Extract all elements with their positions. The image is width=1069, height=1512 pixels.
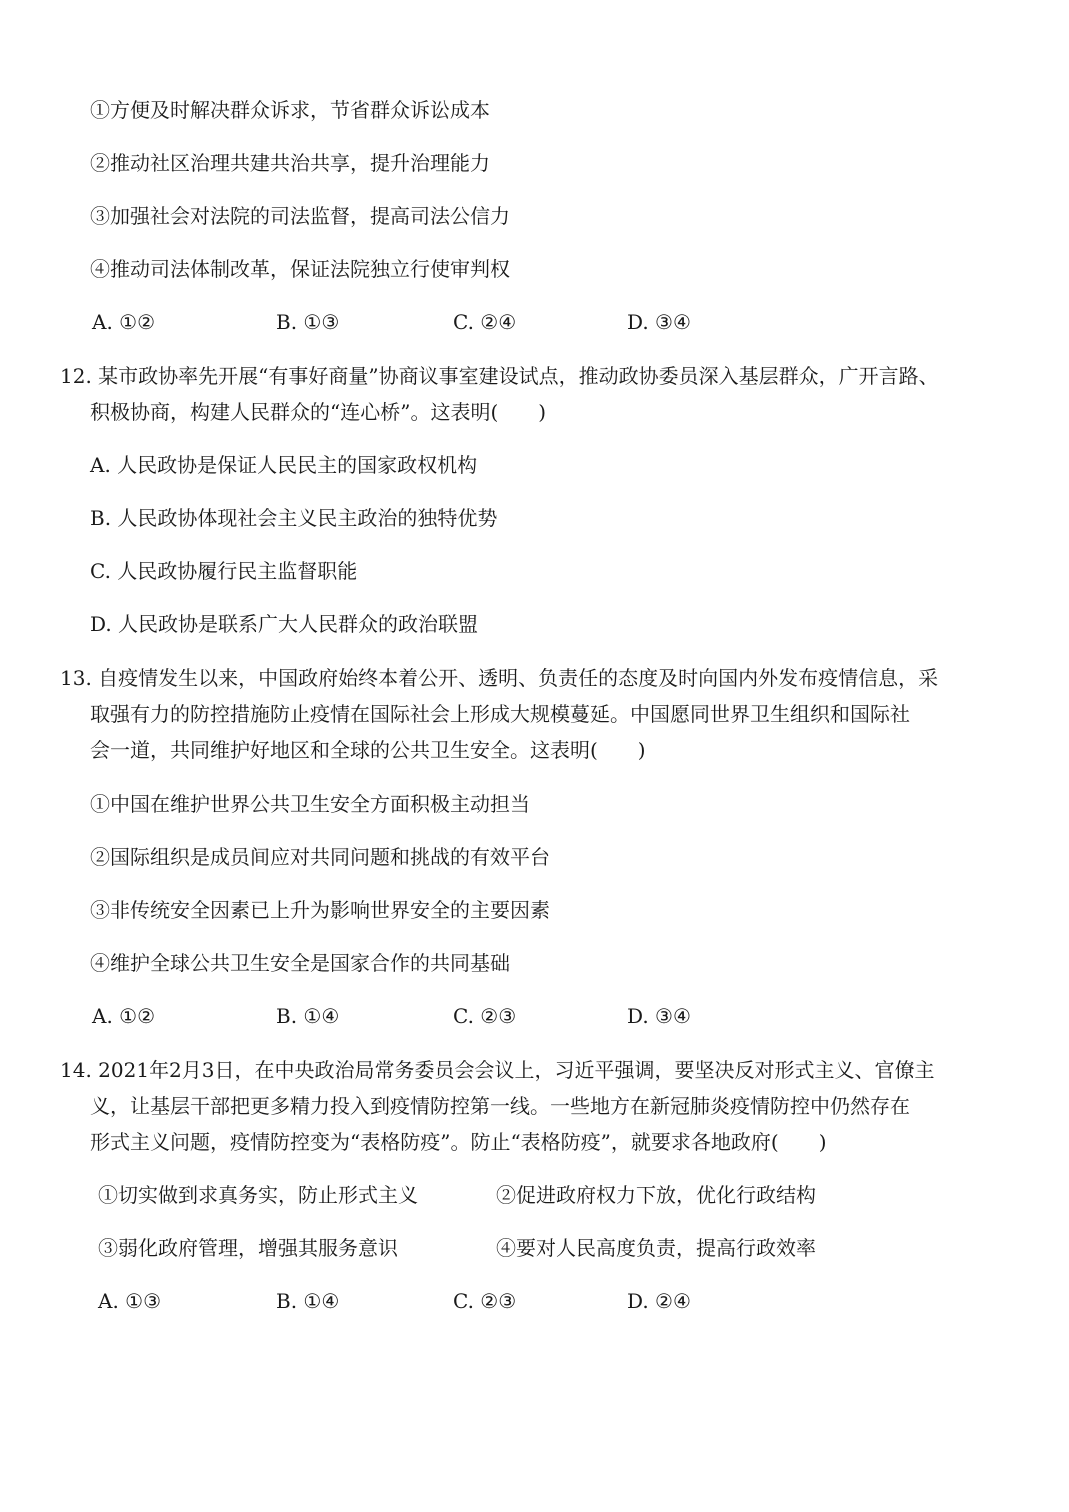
q11-choice-d[interactable]: D. ③④ (627, 310, 691, 334)
q13-choice-c[interactable]: C. ②③ (453, 1004, 517, 1028)
q11-item-1: ①方便及时解决群众诉求，节省群众诉讼成本 (90, 98, 490, 122)
q13-choice-d[interactable]: D. ③④ (627, 1004, 691, 1028)
q14-item-2: ②促进政府权力下放，优化行政结构 (496, 1183, 816, 1207)
q12-stem-line-1: 12. 某市政协率先开展“有事好商量”协商议事室建设试点，推动政协委员深入基层群众，广开言路、 (60, 364, 939, 388)
q12-option-a[interactable]: A. 人民政协是保证人民民主的国家政权机构 (90, 453, 478, 477)
q12-option-d[interactable]: D. 人民政协是联系广大人民群众的政治联盟 (90, 612, 479, 636)
q13-choice-b[interactable]: B. ①④ (276, 1004, 340, 1028)
q14-choice-d[interactable]: D. ②④ (627, 1289, 691, 1313)
q14-stem-line-2: 义，让基层干部把更多精力投入到疫情防控第一线。一些地方在新冠肺炎疫情防控中仍然存在 (90, 1094, 910, 1118)
q13-item-4: ④维护全球公共卫生安全是国家合作的共同基础 (90, 951, 510, 975)
q14-stem-line-3: 形式主义问题，疫情防控变为“表格防疫”。防止“表格防疫”，就要求各地政府( ) (90, 1130, 827, 1154)
q12-option-c[interactable]: C. 人民政协履行民主监督职能 (90, 559, 358, 583)
q11-item-2: ②推动社区治理共建共治共享，提升治理能力 (90, 151, 490, 175)
q14-choice-b[interactable]: B. ①④ (276, 1289, 340, 1313)
q12-option-b[interactable]: B. 人民政协体现社会主义民主政治的独特优势 (90, 506, 498, 530)
q11-choice-c[interactable]: C. ②④ (453, 310, 517, 334)
q11-item-3: ③加强社会对法院的司法监督，提高司法公信力 (90, 204, 510, 228)
q13-item-1: ①中国在维护世界公共卫生安全方面积极主动担当 (90, 792, 530, 816)
q12-stem-line-2: 积极协商，构建人民群众的“连心桥”。这表明( ) (90, 400, 547, 424)
q13-choice-a[interactable]: A. ①② (92, 1004, 156, 1028)
q11-item-4: ④推动司法体制改革，保证法院独立行使审判权 (90, 257, 510, 281)
q14-item-3: ③弱化政府管理，增强其服务意识 (98, 1236, 398, 1260)
q14-item-4: ④要对人民高度负责，提高行政效率 (496, 1236, 816, 1260)
q14-choice-c[interactable]: C. ②③ (453, 1289, 517, 1313)
q13-stem-line-1: 13. 自疫情发生以来，中国政府始终本着公开、透明、负责任的态度及时向国内外发布疫情信息，采 (60, 666, 939, 690)
q11-choice-b[interactable]: B. ①③ (276, 310, 340, 334)
q14-stem-line-1: 14. 2021年2月3日，在中央政治局常务委员会会议上，习近平强调，要坚决反对形式主义、官僚主 (60, 1058, 935, 1082)
q13-stem-line-3: 会一道，共同维护好地区和全球的公共卫生安全。这表明( ) (90, 738, 646, 762)
q13-item-3: ③非传统安全因素已上升为影响世界安全的主要因素 (90, 898, 550, 922)
q13-stem-line-2: 取强有力的防控措施防止疫情在国际社会上形成大规模蔓延。中国愿同世界卫生组织和国际社 (90, 702, 910, 726)
q11-choice-a[interactable]: A. ①② (92, 310, 156, 334)
q14-choice-a[interactable]: A. ①③ (98, 1289, 162, 1313)
q13-item-2: ②国际组织是成员间应对共同问题和挑战的有效平台 (90, 845, 550, 869)
q14-item-1: ①切实做到求真务实，防止形式主义 (98, 1183, 418, 1207)
